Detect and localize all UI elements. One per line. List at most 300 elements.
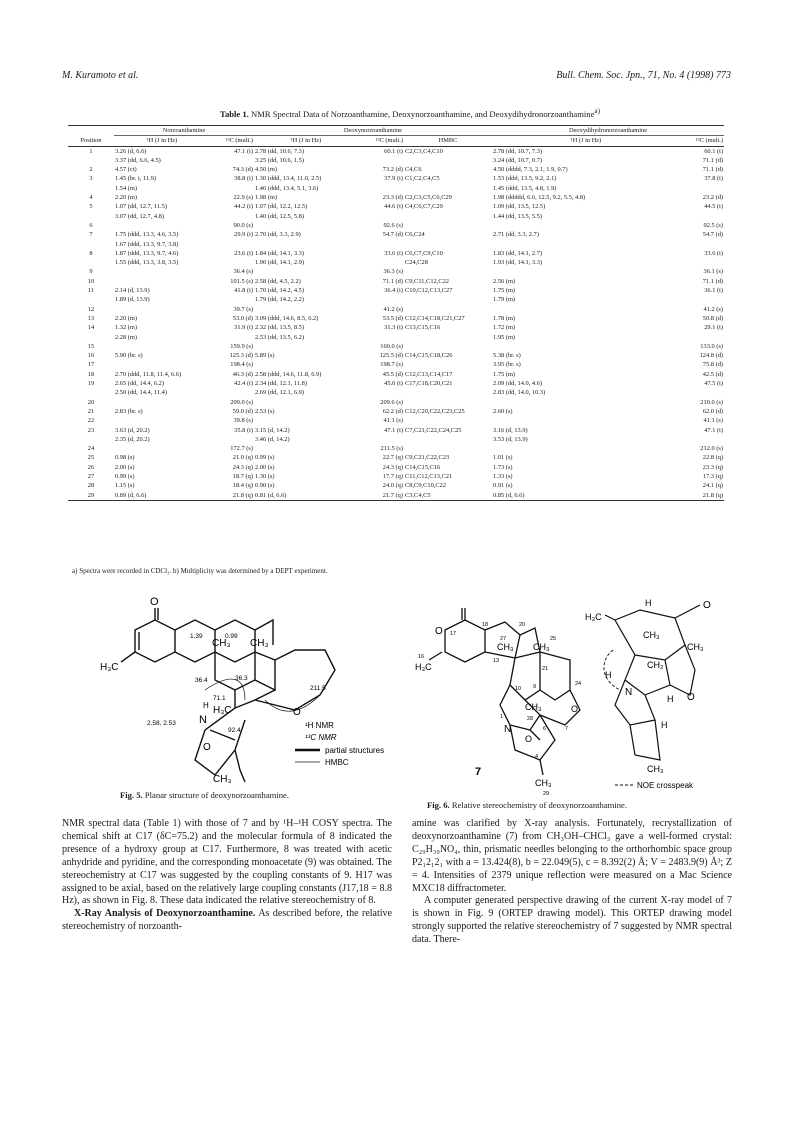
- fig6-n28: 28: [527, 716, 534, 722]
- table-cell: C14,C15,C18,C26: [405, 352, 453, 360]
- table-cell: [404, 398, 492, 407]
- table-cell: [404, 184, 492, 193]
- table-cell: 3.46 (d, 14.2): [255, 435, 290, 443]
- table-cell: 2.58 (dd, 4.5, 2.2): [255, 277, 301, 285]
- table-cell: 1.07 (dd, 12.2, 12.5): [255, 203, 308, 211]
- table-cell: 0.81 (d, 6.6): [255, 491, 287, 499]
- table-cell: 54.7 (d): [702, 231, 724, 239]
- table-row: [68, 277, 724, 286]
- fig5-n: N: [199, 714, 207, 726]
- fig6-o-b: O: [525, 734, 533, 744]
- table-cell: 33.6 (t): [384, 249, 403, 257]
- fig6-n10: 10: [515, 686, 522, 692]
- table-cell: [114, 267, 210, 276]
- table-cell: [404, 305, 492, 314]
- table-cell: [404, 295, 492, 304]
- table-cell: 36.4 (s): [233, 268, 253, 276]
- table-cell: 0.91 (s): [493, 482, 513, 490]
- fig6-n18: 18: [482, 622, 489, 628]
- fig6-n6: 6: [543, 726, 547, 732]
- table-cell: 2.34 (dd, 12.1, 11.8): [255, 380, 307, 388]
- fig6-r-h2: H: [605, 670, 612, 680]
- table-cell: 5.90 (br. s): [115, 352, 143, 360]
- column-header-2: ¹³C (mult.): [225, 137, 253, 145]
- table-row: [68, 212, 724, 221]
- table-cell: [114, 277, 210, 286]
- fig5-caption-text: Planar structure of deoxynorzoanthamine.: [144, 790, 289, 800]
- table-cell: 60.1 (t): [384, 147, 403, 155]
- fig6-r-n: N: [625, 687, 633, 698]
- table-cell: [404, 360, 492, 369]
- nmr-table: [68, 125, 724, 501]
- table-cell: 39.7 (s): [233, 305, 253, 313]
- table-cell: [68, 184, 114, 193]
- table-cell: C14,C15,C16: [405, 463, 441, 471]
- table-cell: [680, 333, 724, 342]
- table-cell: [254, 398, 358, 407]
- table-cell: C7,C21,C22,C24,C25: [405, 426, 462, 434]
- table-cell: 71.1 (d): [382, 277, 403, 285]
- table-cell: 2.00 (s): [255, 463, 275, 471]
- table-cell: 37.8 (t): [704, 175, 724, 183]
- table-caption: [90, 107, 730, 119]
- table-cell: 124.8 (d): [699, 352, 724, 360]
- table-cell: 18.4 (q): [232, 482, 253, 490]
- table-cell: 2.71 (dd, 3.3, 2.7): [493, 231, 539, 239]
- table-cell: 36.1 (t): [704, 287, 724, 295]
- table-cell: 2.09 (dd, 14.0, 4.6): [493, 380, 543, 388]
- table-cell: [358, 258, 404, 267]
- table-cell: 3.16 (d, 13.9): [493, 426, 528, 434]
- table-cell: 19: [87, 380, 95, 388]
- table-cell: [254, 267, 358, 276]
- table-cell: 198.4 (s): [230, 361, 253, 369]
- table-cell: [404, 267, 492, 276]
- fig5-h: H: [203, 701, 209, 710]
- table-cell: 62.0 (d): [702, 407, 724, 415]
- table-cell: 1.73 (s): [493, 463, 513, 471]
- table-cell: [492, 240, 680, 249]
- table-footnote: a) Spectra were recorded in CDCl₃. b) Multiplicity was determined by a DEPT experiment.: [72, 567, 328, 575]
- fig5-caption-label: Fig. 5.: [120, 790, 143, 800]
- table-cell: [68, 295, 114, 304]
- table-cell: 4.50 (dddd, 7.3, 2.1, 1.9, 0.7): [493, 166, 568, 174]
- table-cell: 42.5 (d): [702, 370, 724, 378]
- table-cell: 1.40 (dd, 12.5, 5.8): [255, 212, 304, 220]
- table-cell: [68, 258, 114, 267]
- table-cell: 2.60 (s): [493, 407, 513, 415]
- table-cell: 7: [89, 231, 93, 239]
- table-cell: 10: [87, 277, 95, 285]
- table-row: [68, 407, 724, 416]
- table-cell: [358, 388, 404, 397]
- table-cell: C11,C12,C13,C21: [405, 472, 453, 480]
- fig6-ch3-b: CH₃: [533, 642, 550, 652]
- table-cell: 35.8 (t): [234, 426, 253, 434]
- table-cell: 2.78 (dd, 10.7, 7.3): [493, 147, 543, 155]
- table-cell: C4,C6,C7,C29: [405, 203, 443, 211]
- table-cell: [254, 342, 358, 351]
- table-cell: [68, 388, 114, 397]
- table-cell: [404, 221, 492, 230]
- table-cell: [680, 258, 724, 267]
- table-cell: 101.5 (s): [230, 277, 253, 285]
- fig5-legend-h: ¹H NMR: [305, 721, 334, 730]
- table-cell: 21.7 (q): [382, 491, 403, 499]
- fig6-n20: 20: [519, 622, 526, 628]
- fig6-ch3-d: CH₃: [535, 778, 552, 788]
- table-cell: 1.46 (ddd, 13.4, 5.1, 3.6): [255, 184, 319, 192]
- fig5-ch3-a: CH₃: [212, 638, 231, 649]
- column-header-7: ¹³C (mult.): [695, 137, 724, 145]
- table-row: [68, 174, 724, 183]
- fig5-legend-c: ¹³C NMR: [305, 733, 337, 742]
- table-cell: [492, 342, 680, 351]
- table-cell: 212.0 (s): [700, 445, 724, 453]
- table-cell: [358, 240, 404, 249]
- table-cell: 23.6 (t): [234, 249, 253, 257]
- table-cell: 160.0 (s): [380, 342, 403, 350]
- table-cell: 210.0 (s): [700, 398, 724, 406]
- table-cell: 2.00 (s): [115, 463, 135, 471]
- fig6-n25: 25: [550, 636, 557, 642]
- table-cell: 2.83 (br. s): [115, 407, 143, 415]
- fig6-n9: 9: [533, 684, 537, 690]
- table-caption-label: Table 1.: [220, 108, 249, 119]
- table-cell: C2,C3,C4,C10: [405, 147, 443, 155]
- table-cell: 74.3 (d): [232, 166, 253, 174]
- fig6-n1: 1: [500, 714, 504, 720]
- table-cell: 1.53 (ddd, 13.5, 9.2, 2.1): [493, 175, 557, 183]
- fig6-compound-number: 7: [475, 766, 482, 778]
- table-row: [68, 240, 724, 249]
- table-row: [68, 472, 724, 481]
- table-cell: 39.8 (s): [233, 417, 253, 425]
- table-cell: 198.7 (s): [380, 361, 403, 369]
- table-cell: 21: [87, 407, 95, 415]
- table-cell: 0.99 (s): [115, 472, 135, 480]
- fig6-ch3-c: CH₃: [525, 702, 542, 712]
- fig6-n16: 16: [418, 654, 425, 660]
- table-cell: 29.9 (t): [234, 231, 253, 239]
- fig6-caption-text: Relative stereochemistry of deoxynorzoanthamine.: [451, 800, 628, 810]
- table-cell: 29.1 (t): [704, 324, 724, 332]
- table-cell: 5.89 (s): [255, 352, 275, 360]
- table-cell: 3.24 (dd, 10.7, 0.7): [493, 156, 543, 164]
- table-cell: C12,C20,C22,C23,C25: [405, 407, 465, 415]
- table-row: [68, 249, 724, 258]
- table-cell: 1.72 (m): [493, 324, 516, 332]
- table-cell: 44.5 (t): [704, 203, 724, 211]
- table-cell: 3.53 (d, 13.9): [493, 435, 528, 443]
- table-cell: C9,C21,C22,C23: [405, 454, 450, 462]
- table-cell: [404, 333, 492, 342]
- table-cell: 27: [87, 472, 95, 480]
- table-row: [68, 481, 724, 490]
- column-header-6: ¹H (J in Hz): [570, 137, 602, 145]
- fig5-v099: 0.99: [225, 633, 238, 640]
- fig5-ch3-bottom: CH₃: [213, 774, 232, 785]
- column-header-5: HMBC: [438, 137, 458, 145]
- fig6-r-h4: H: [661, 720, 668, 730]
- table-cell: 2.53 (dd, 13.5, 6.2): [255, 333, 304, 341]
- table-cell: 47.1 (t): [384, 426, 403, 434]
- table-cell: 37.9 (t): [384, 175, 403, 183]
- table-cell: 71.1 (d): [702, 156, 724, 164]
- table-cell: C12,C13,C14,C17: [405, 370, 453, 378]
- table-cell: 24.1 (q): [702, 482, 724, 490]
- table-cell: [114, 221, 210, 230]
- table-cell: 1.98 (ddddd, 6.6, 12.5, 9.2, 5.5, 4.8): [493, 194, 586, 202]
- table-cell: 2.20 (m): [115, 314, 138, 322]
- table-cell: 46.3 (d): [232, 370, 253, 378]
- running-head-journal: Bull. Chem. Soc. Jpn., 71, No. 4 (1998) 773: [556, 70, 731, 81]
- table-cell: 28: [87, 482, 95, 490]
- table-cell: [210, 212, 254, 221]
- table-row: [68, 379, 724, 388]
- table-cell: [404, 416, 492, 425]
- group-norzoanthamine: Norzoanthamine: [114, 126, 254, 136]
- fig6-ch3-a: CH₃: [497, 642, 514, 652]
- column-header-0: Position: [80, 137, 102, 145]
- running-head-authors: M. Kuramoto et al.: [62, 70, 139, 81]
- table-cell: 159.9 (s): [230, 342, 253, 350]
- table-cell: 47.1 (t): [704, 426, 724, 434]
- table-row: [68, 286, 724, 295]
- table-cell: [254, 221, 358, 230]
- table-cell: 1.75 (m): [493, 370, 516, 378]
- table-cell: 1.75 (ddd, 13.3, 4.6, 3.5): [115, 231, 179, 239]
- table-cell: [358, 184, 404, 193]
- table-cell: [404, 342, 492, 351]
- table-header-spacer: [68, 126, 114, 136]
- table-cell: 1.32 (m): [115, 324, 138, 332]
- table-cell: 24: [87, 445, 95, 453]
- fig5-v924: 92.4: [228, 727, 241, 734]
- fig6-n4: 4: [535, 754, 539, 760]
- table-row: [68, 230, 724, 239]
- fig6-noe-label: NOE crosspeak: [637, 781, 694, 790]
- table-cell: [254, 305, 358, 314]
- table-cell: [68, 156, 114, 165]
- section-heading-xray: X-Ray Analysis of Deoxynorzoanthamine.: [74, 908, 256, 920]
- table-cell: 1.93 (dd, 14.1, 3.3): [493, 259, 543, 267]
- table-cell: 209.0 (s): [230, 398, 253, 406]
- table-cell: 1.75 (m): [493, 287, 516, 295]
- fig6-caption-label: Fig. 6.: [427, 800, 450, 810]
- table-cell: 1.67 (ddd, 13.3, 9.7, 3.8): [115, 240, 179, 248]
- table-cell: 29: [87, 491, 95, 499]
- fig6-n21: 21: [542, 666, 549, 672]
- table-row: [68, 435, 724, 444]
- table-cell: 2.78 (dd, 10.6, 7.3): [255, 147, 304, 155]
- table-cell: 2.58 (ddd, 14.6, 11.8, 6.9): [255, 370, 322, 378]
- table-cell: 1.79 (m): [493, 296, 516, 304]
- table-row: [68, 156, 724, 165]
- table-cell: 0.85 (d, 6.6): [493, 491, 525, 499]
- group-deoxydihydronorzoanthamine: Deoxydihydronorzoanthamine: [492, 126, 724, 136]
- table-cell: 33.6 (t): [704, 249, 724, 257]
- table-cell: 45.5 (d): [382, 370, 403, 378]
- table-cell: C8,C9,C10,C22: [405, 482, 447, 490]
- table-cell: [210, 333, 254, 342]
- fig5-v139: 1.39: [190, 633, 203, 640]
- table-cell: 0.89 (d, 6.6): [115, 491, 147, 499]
- table-cell: 1.07 (dd, 12.7, 11.5): [115, 203, 167, 211]
- table-cell: 2.56 (m): [493, 277, 516, 285]
- table-cell: 26: [87, 463, 95, 471]
- table-cell: 1.90 (dd, 14.1, 2.9): [255, 259, 304, 267]
- table-row: [68, 416, 724, 425]
- table-cell: 2.28 (m): [115, 333, 138, 341]
- table-cell: [210, 435, 254, 444]
- table-row: [68, 314, 724, 323]
- table-cell: [492, 444, 680, 453]
- fig6-n13: 13: [493, 658, 500, 664]
- table-row: [68, 444, 724, 453]
- table-cell: 90.0 (s): [233, 221, 253, 229]
- table-cell: 1.83 (dd, 14.1, 2.7): [493, 249, 543, 257]
- table-cell: 54.7 (d): [382, 231, 403, 239]
- table-cell: 2: [89, 166, 93, 174]
- table-cell: 60.1 (t): [704, 147, 724, 155]
- table-cell: 18: [87, 370, 95, 378]
- table-cell: [492, 416, 680, 425]
- fig5-structure: [95, 590, 395, 790]
- fig6-caption: [427, 800, 627, 810]
- body-column-left: [62, 818, 392, 934]
- table-cell: 211.5 (s): [380, 445, 403, 453]
- table-cell: 125.3 (d): [229, 352, 253, 360]
- table-cell: [358, 435, 404, 444]
- table-cell: 2.83 (dd, 14.0, 10.3): [493, 389, 546, 397]
- table-cell: C3,C4,C5: [405, 491, 431, 499]
- fig5-caption: [120, 790, 289, 800]
- table-cell: 3.15 (d, 14.2): [255, 426, 290, 434]
- table-cell: 6: [89, 221, 93, 229]
- table-row: [68, 360, 724, 369]
- table-row: [68, 333, 724, 342]
- fig6-n-atom: N: [504, 724, 512, 735]
- table-cell: [680, 435, 724, 444]
- table-cell: [68, 212, 114, 221]
- table-cell: 3.63 (d, 20.2): [115, 426, 150, 434]
- fig6-n7: 7: [565, 726, 569, 732]
- table-cell: C1,C2,C4,C5: [405, 175, 440, 183]
- table-caption-sup: a): [594, 107, 600, 115]
- table-cell: [358, 333, 404, 342]
- table-cell: 1.30 (s): [255, 472, 275, 480]
- table-cell: 17.3 (q): [702, 472, 724, 480]
- table-cell: 24.3 (q): [232, 463, 253, 471]
- table-cell: 24.0 (q): [382, 482, 403, 490]
- table-cell: 0.98 (s): [115, 454, 135, 462]
- table-cell: 47.1 (t): [234, 147, 253, 155]
- table-cell: [68, 435, 114, 444]
- table-cell: 2.70 (ddd, 11.8, 11.4, 6.6): [115, 370, 182, 378]
- fig6-n27: 27: [500, 636, 507, 642]
- table-cell: 23.3 (q): [702, 463, 724, 471]
- table-cell: [114, 305, 210, 314]
- table-row: [68, 398, 724, 407]
- table-cell: 1: [89, 147, 93, 155]
- table-cell: 71.1 (d): [702, 277, 724, 285]
- table-cell: 1.54 (m): [115, 184, 138, 192]
- table-cell: [404, 388, 492, 397]
- table-cell: 2.32 (dd, 13.5, 8.5): [255, 324, 304, 332]
- table-cell: 92.6 (s): [383, 221, 403, 229]
- fig5-h3c-mid: H₃C: [213, 705, 232, 716]
- table-cell: 0.99 (s): [255, 454, 275, 462]
- fig5-v711: 71.1: [213, 695, 226, 702]
- table-cell: [358, 212, 404, 221]
- table-cell: 50.8 (d): [702, 314, 724, 322]
- table-cell: [680, 388, 724, 397]
- table-cell: [254, 444, 358, 453]
- fig6-r-o1: O: [703, 600, 711, 611]
- fig5-legend-hmbc: HMBC: [325, 758, 349, 767]
- table-cell: [68, 333, 114, 342]
- fig6-o-a: O: [571, 704, 579, 714]
- fig6-n29: 29: [543, 791, 550, 797]
- fig5-o-ketone: O: [293, 707, 301, 718]
- table-cell: 41.2 (s): [383, 305, 403, 313]
- table-cell: [254, 240, 358, 249]
- table-cell: 23: [87, 426, 95, 434]
- table-cell: [210, 295, 254, 304]
- fig6-r-h3c: H₃C: [585, 612, 602, 622]
- table-cell: [680, 240, 724, 249]
- table-caption-text: NMR Spectral Data of Norzoanthamine, Deoxynorzoanthamine, and Deoxydihydronorzoanthamine: [251, 108, 595, 119]
- table-row: [68, 202, 724, 211]
- body-column-right: [412, 818, 732, 947]
- table-cell: [358, 156, 404, 165]
- table-cell: [358, 295, 404, 304]
- table-row: [68, 453, 724, 462]
- table-cell: 1.70 (dd, 14.2, 4.5): [255, 287, 304, 295]
- column-header-1: ¹H (J in Hz): [146, 137, 178, 145]
- table-cell: 11: [87, 287, 95, 295]
- fig6-r-h1: H: [645, 598, 652, 608]
- table-cell: [210, 388, 254, 397]
- table-row: [68, 305, 724, 314]
- table-row: [68, 267, 724, 276]
- table-cell: 24.3 (q): [382, 463, 403, 471]
- table-cell: 73.2 (d): [382, 166, 403, 174]
- paragraph-ortep: A computer generated perspective drawing of the current X-ray model of 7 is shown in Fig. 9 (ORTEP drawing model). This ORTEP drawing model strongly supported the relative stereochemistry of 7 suggested by NMR spectral data. There-: [412, 895, 732, 946]
- table-cell: [114, 360, 210, 369]
- table-cell: [492, 267, 680, 276]
- table-cell: 1.55 (ddd, 13.3, 3.8, 3.5): [115, 259, 179, 267]
- table-cell: 1.78 (m): [493, 314, 516, 322]
- fig5-v211: 211.5: [310, 685, 326, 692]
- table-cell: 1.95 (m): [493, 333, 516, 341]
- table-row: [68, 351, 724, 360]
- table-cell: [254, 360, 358, 369]
- fig5-v363: 36.3: [235, 675, 248, 682]
- table-cell: 2.50 (dd, 14.4, 11.4): [115, 389, 167, 397]
- table-cell: [404, 240, 492, 249]
- table-row: [68, 184, 724, 193]
- table-cell: 9: [89, 268, 93, 276]
- fig6-r-ch3b: CH₃: [687, 642, 704, 652]
- table-cell: C2,C3,C5,C6,C29: [405, 194, 452, 202]
- table-cell: 53.0 (d): [232, 314, 253, 322]
- table-cell: [114, 342, 210, 351]
- table-cell: 1.45 (ddd, 13.5, 4.8, 1.9): [493, 184, 557, 192]
- table-cell: [680, 295, 724, 304]
- table-cell: 41.1 (s): [703, 417, 724, 425]
